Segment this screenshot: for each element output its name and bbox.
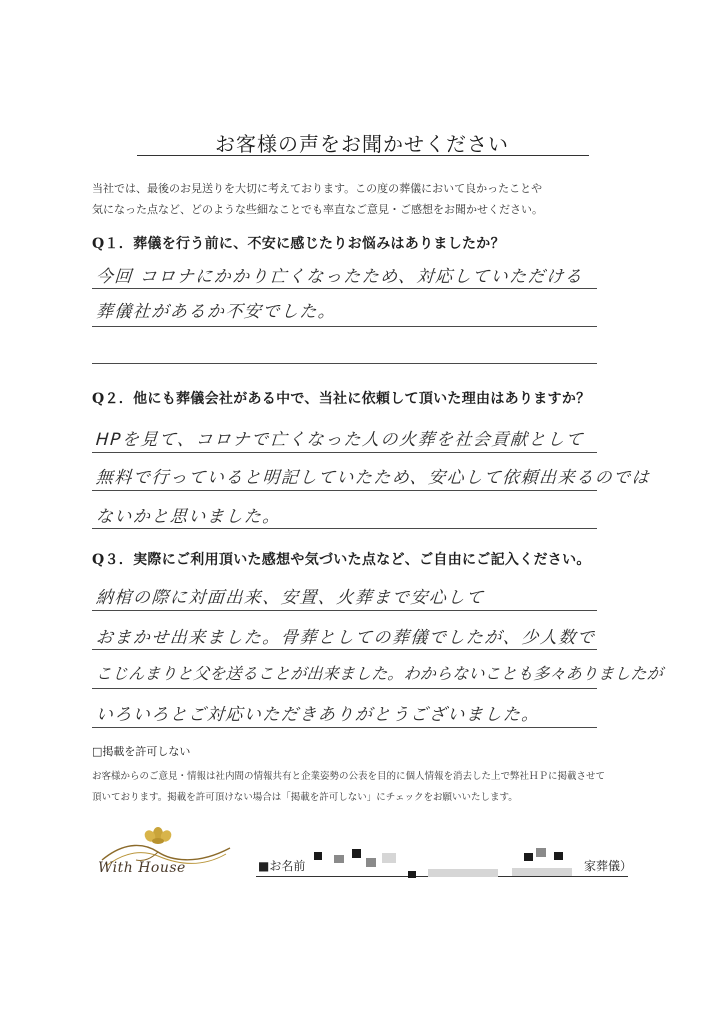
- company-logo: [96, 826, 236, 886]
- redaction-mark: [408, 871, 416, 878]
- question-3: Q３．実際にご利用頂いた感想や気づいた点など、ご自由にご記入ください。: [92, 552, 591, 568]
- answer-1-line-2: 葬儀社があるか不安でした。: [95, 302, 338, 322]
- redaction-mark: [524, 853, 533, 861]
- answer-rule: [92, 528, 597, 529]
- consent-checkbox-label[interactable]: □掲載を許可しない: [92, 745, 191, 758]
- answer-1-line-1: 今回 コロナにかかり亡くなったため、対応していただける: [95, 267, 584, 287]
- intro-line: 当社では、最後のお見送りを大切に考えております。この度の葬儀において良かったことや: [92, 182, 543, 195]
- redaction-mark: [512, 868, 572, 876]
- answer-rule: [92, 326, 597, 327]
- question-2: Q２．他にも葬儀会社がある中で、当社に依頼して頂いた理由はありますか？: [92, 391, 591, 407]
- redaction-mark: [334, 855, 344, 863]
- name-label: ■お名前: [258, 859, 306, 873]
- note-line: 頂いております。掲載を許可頂けない場合は「掲載を許可しない」にチェックをお願いいたします。: [92, 792, 518, 803]
- answer-rule: [92, 490, 597, 491]
- answer-rule: [92, 452, 597, 453]
- answer-rule: [92, 363, 597, 364]
- answer-2-line-2: 無料で行っていると明記していたため、安心して依頼出来るのでは: [95, 468, 651, 488]
- redaction-mark: [382, 853, 396, 863]
- name-suffix: 家葬儀）: [584, 859, 633, 873]
- answer-rule: [92, 288, 597, 289]
- redaction-mark: [428, 869, 498, 877]
- answer-rule: [92, 649, 597, 650]
- answer-3-line-3: こじんまりと父を送ることが出来ました。わからないことも多々ありましたが: [95, 664, 664, 683]
- redaction-mark: [366, 858, 376, 867]
- answer-rule: [92, 727, 597, 728]
- title-underline: [137, 155, 589, 156]
- answer-3-line-1: 納棺の際に対面出来、安置、火葬まで安心して: [95, 588, 486, 608]
- privacy-note: [92, 766, 652, 808]
- question-1: Q１．葬儀を行う前に、不安に感じたりお悩みはありましたか？: [92, 236, 505, 252]
- logo-wordmark: With House: [98, 860, 186, 876]
- intro-text: [92, 178, 652, 220]
- note-line: お客様からのご意見・情報は社内間の情報共有と企業姿勢の公表を目的に個人情報を消去した上で弊社ＨＰに掲載させて: [92, 771, 606, 782]
- answer-3-line-4: いろいろとご対応いただきありがとうございました。: [95, 705, 541, 725]
- answer-2-line-1: HPを見て、コロナで亡くなった人の火葬を社会貢献として: [95, 430, 585, 450]
- lotus-flower-icon: [142, 827, 173, 844]
- answer-rule: [92, 688, 597, 689]
- intro-line: 気になった点など、どのような些細なことでも率直なご意見・ご感想をお聞かせください。: [92, 203, 543, 216]
- answer-rule: [92, 610, 597, 611]
- answer-2-line-3: ないかと思いました。: [95, 507, 282, 527]
- redaction-mark: [314, 852, 322, 860]
- redaction-mark: [554, 852, 563, 860]
- answer-3-line-2: おまかせ出来ました。骨葬としての葬儀でしたが、少人数で: [95, 628, 597, 648]
- page-title: お客様の声をお聞かせください: [215, 132, 509, 156]
- redaction-mark: [536, 848, 546, 857]
- redaction-mark: [352, 849, 361, 858]
